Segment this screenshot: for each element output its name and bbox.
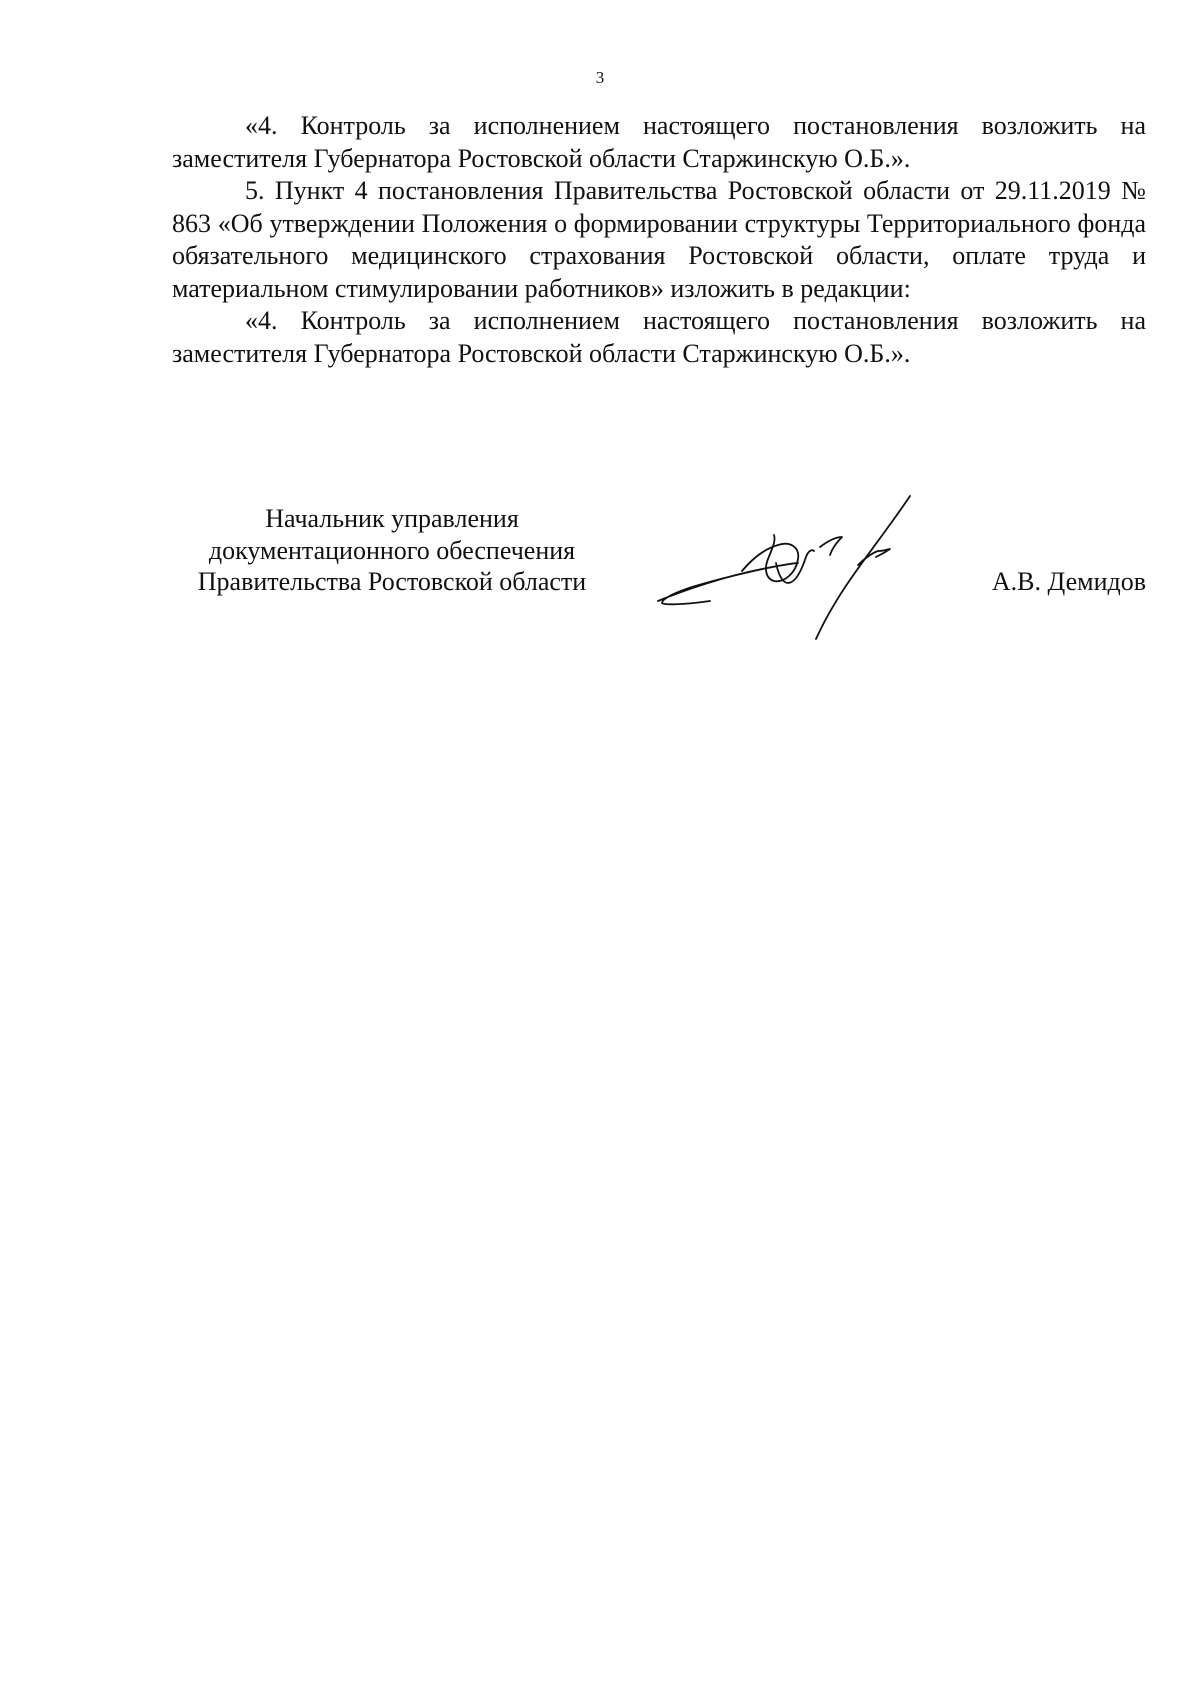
signer-position — [172, 503, 612, 598]
signer-position-line: документационного обеспечения — [208, 535, 576, 565]
paragraph-item-5: 5. Пункт 4 постановления Правительства Ростовской области от 29.11.2019 № 863 «Об утверждении Положения о формировании структуры Территориального фонда обязательного медицинского страхования Ростовской области, оплате труда и материальном стимулировании работников» изложить в редакции: — [172, 176, 1146, 303]
page-number: 3 — [595, 68, 605, 87]
paragraph-control-clause: «4. Контроль за исполнением настоящего постановления возложить на заместителя Губернатора Ростовской области Старжинскую О.Б.». — [172, 111, 1146, 173]
handwritten-signature — [652, 493, 952, 653]
signer-name: А.В. Демидов — [991, 567, 1146, 596]
paragraph-control-clause-new-wording: «4. Контроль за исполнением настоящего постановления возложить на заместителя Губернатора Ростовской области Старжинскую О.Б.». — [172, 306, 1146, 368]
signer-position-line: Правительства Ростовской области — [197, 567, 587, 596]
document-body — [172, 110, 1146, 370]
signature-block — [172, 503, 1146, 663]
signer-position-line: Начальник управления — [265, 504, 519, 533]
